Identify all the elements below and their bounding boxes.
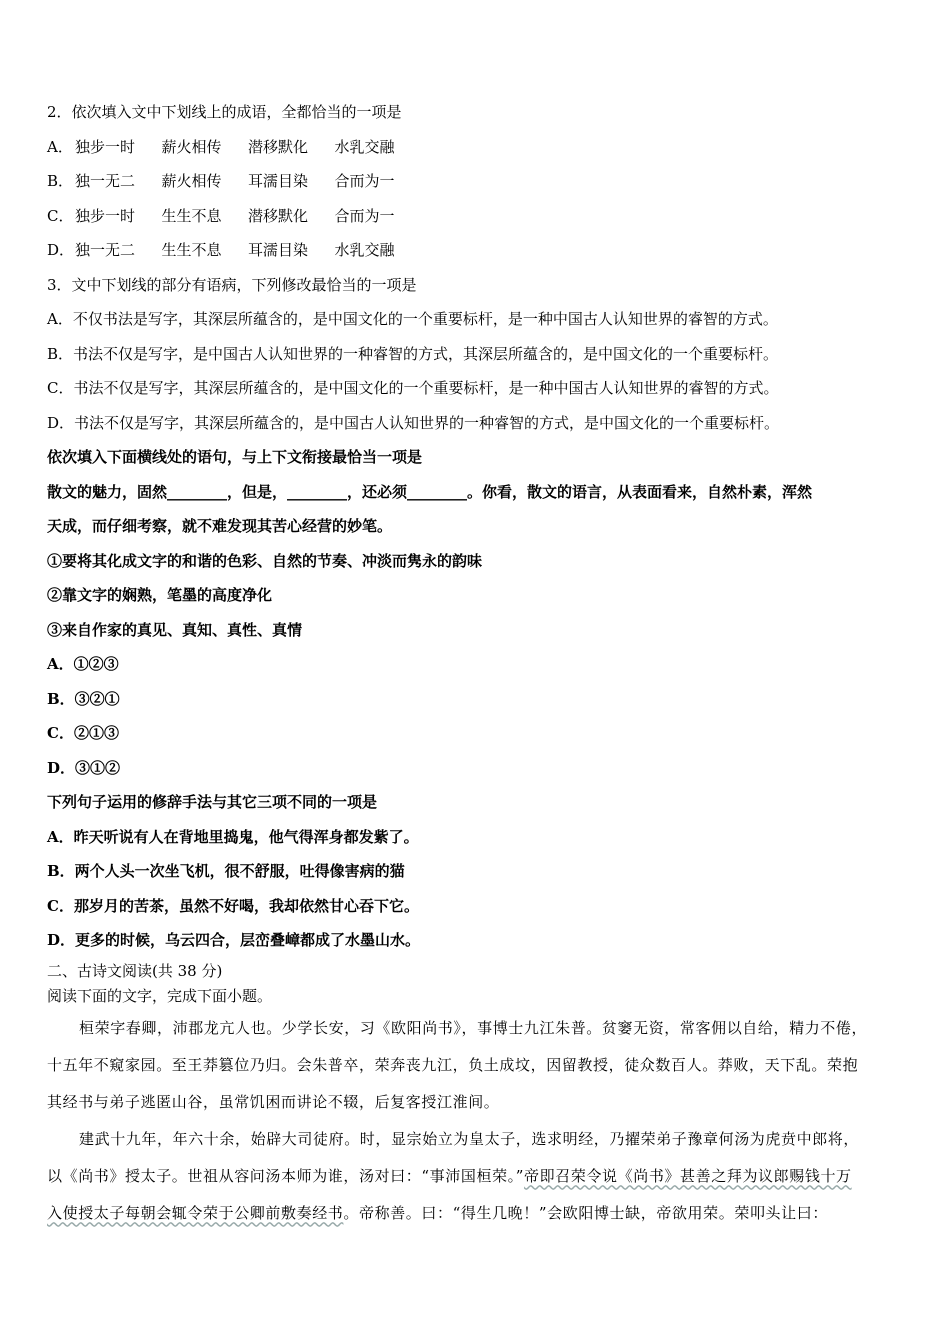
classical-text-line: 建武十九年，年六十余，始辟大司徒府。时，显宗始立为皇太子，选求明经，乃擢荣弟子豫章何汤为虎贲中郎将， xyxy=(79,1129,860,1148)
q4-passage-line: 天成，而仔细考察，就不难发现其苦心经营的妙笔。 xyxy=(47,517,393,535)
section-heading: 二、古诗文阅读(共 38 分) xyxy=(47,961,223,980)
q3-option-c[interactable]: C．书法不仅是写字，其深层所蕴含的，是中国文化的一个重要标杆，是一种中国古人认知世界的睿智的方式。 xyxy=(47,379,779,397)
section-instruction: 阅读下面的文字，完成下面小题。 xyxy=(47,986,273,1005)
marked-sentence: 入使授太子每朝会辄令荣于公卿前敷奏经书 xyxy=(47,1203,344,1222)
q4-option-d[interactable]: D．③①② xyxy=(47,758,121,777)
q4-stem: 依次填入下面横线处的语句，与上下文衔接最恰当一项是 xyxy=(47,448,423,466)
q5-stem: 下列句子运用的修辞手法与其它三项不同的一项是 xyxy=(47,793,378,811)
classical-text-line: 十五年不窥家园。至王莽篡位乃归。会朱普卒，荣奔丧九江，负土成坟，因留教授，徒众数百人。莽败，天下乱。荣抱 xyxy=(47,1055,859,1074)
q2-option-d[interactable]: D．独一无二 生生不息 耳濡目染 水乳交融 xyxy=(47,241,395,259)
classical-text-line: 桓荣字春卿，沛郡龙亢人也。少学长安，习《欧阳尚书》，事博士九江朱普。贫窭无资，常客佣以自给，精力不倦， xyxy=(79,1018,868,1037)
marked-sentence: 帝即召荣令说《尚书》甚善之拜为议郎赐钱十万 xyxy=(524,1166,852,1185)
q4-statement: ①要将其化成文字的和谐的色彩、自然的节奏、冲淡而隽永的韵味 xyxy=(47,551,483,570)
q4-option-a[interactable]: A．①②③ xyxy=(47,655,119,673)
classical-text-line: 其经书与弟子逃匿山谷，虽常饥困而讲论不辍，后复客授江淮间。 xyxy=(47,1092,500,1111)
q5-option-a[interactable]: A．昨天听说有人在背地里捣鬼，他气得浑身都发紫了。 xyxy=(47,827,419,846)
q4-statement: ②靠文字的娴熟，笔墨的高度净化 xyxy=(47,586,273,604)
classical-text-line: 入使授太子每朝会辄令荣于公卿前敷奏经书。帝称善。曰：“得生几晚！”会欧阳博士缺，帝欲用荣。荣叩头让曰： xyxy=(47,1203,828,1222)
q4-statement: ③来自作家的真见、真知、真性、真情 xyxy=(47,620,303,639)
document-page xyxy=(47,100,907,1238)
q2-stem: 2．依次填入文中下划线上的成语，全都恰当的一项是 xyxy=(47,103,402,121)
q2-option-a[interactable]: A． 独步一时 薪火相传 潜移默化 水乳交融 xyxy=(47,137,395,156)
q3-option-b[interactable]: B．书法不仅是写字，是中国古人认知世界的一种睿智的方式，其深层所蕴含的，是中国文化的一个重要标杆。 xyxy=(47,344,779,363)
q5-option-c[interactable]: C．那岁月的苦茶，虽然不好喝，我却依然甘心吞下它。 xyxy=(47,896,419,915)
q5-option-b[interactable]: B．两个人头一次坐飞机，很不舒服，吐得像害病的猫 xyxy=(47,862,405,880)
q3-option-d[interactable]: D．书法不仅是写字，其深层所蕴含的，是中国古人认知世界的一种睿智的方式，是中国文化的一个重要标杆。 xyxy=(47,413,780,432)
q3-stem: 3．文中下划线的部分有语病，下列修改最恰当的一项是 xyxy=(47,275,417,294)
q2-option-c[interactable]: C． 独步一时 生生不息 潜移默化 合而为一 xyxy=(47,206,395,225)
q4-passage-line: 散文的魅力，固然________，但是，________，还必须________。你看，散文的语言，从表面看来，自然朴素，浑然 xyxy=(47,482,813,501)
q5-option-d[interactable]: D．更多的时候，乌云四合，层峦叠嶂都成了水墨山水。 xyxy=(47,931,421,949)
q4-option-b[interactable]: B．③②① xyxy=(47,689,120,708)
classical-text-line: 以《尚书》授太子。世祖从容问汤本师为谁，汤对曰：“事沛国桓荣。”帝即召荣令说《尚书》甚善之拜为议郎赐钱十万 xyxy=(47,1166,852,1185)
q3-option-a[interactable]: A．不仅书法是写字，其深层所蕴含的，是中国文化的一个重要标杆，是一种中国古人认知世界的睿智的方式。 xyxy=(47,310,778,328)
q2-option-b[interactable]: B． 独一无二 薪火相传 耳濡目染 合而为一 xyxy=(47,172,395,190)
q4-option-c[interactable]: C．②①③ xyxy=(47,724,119,742)
